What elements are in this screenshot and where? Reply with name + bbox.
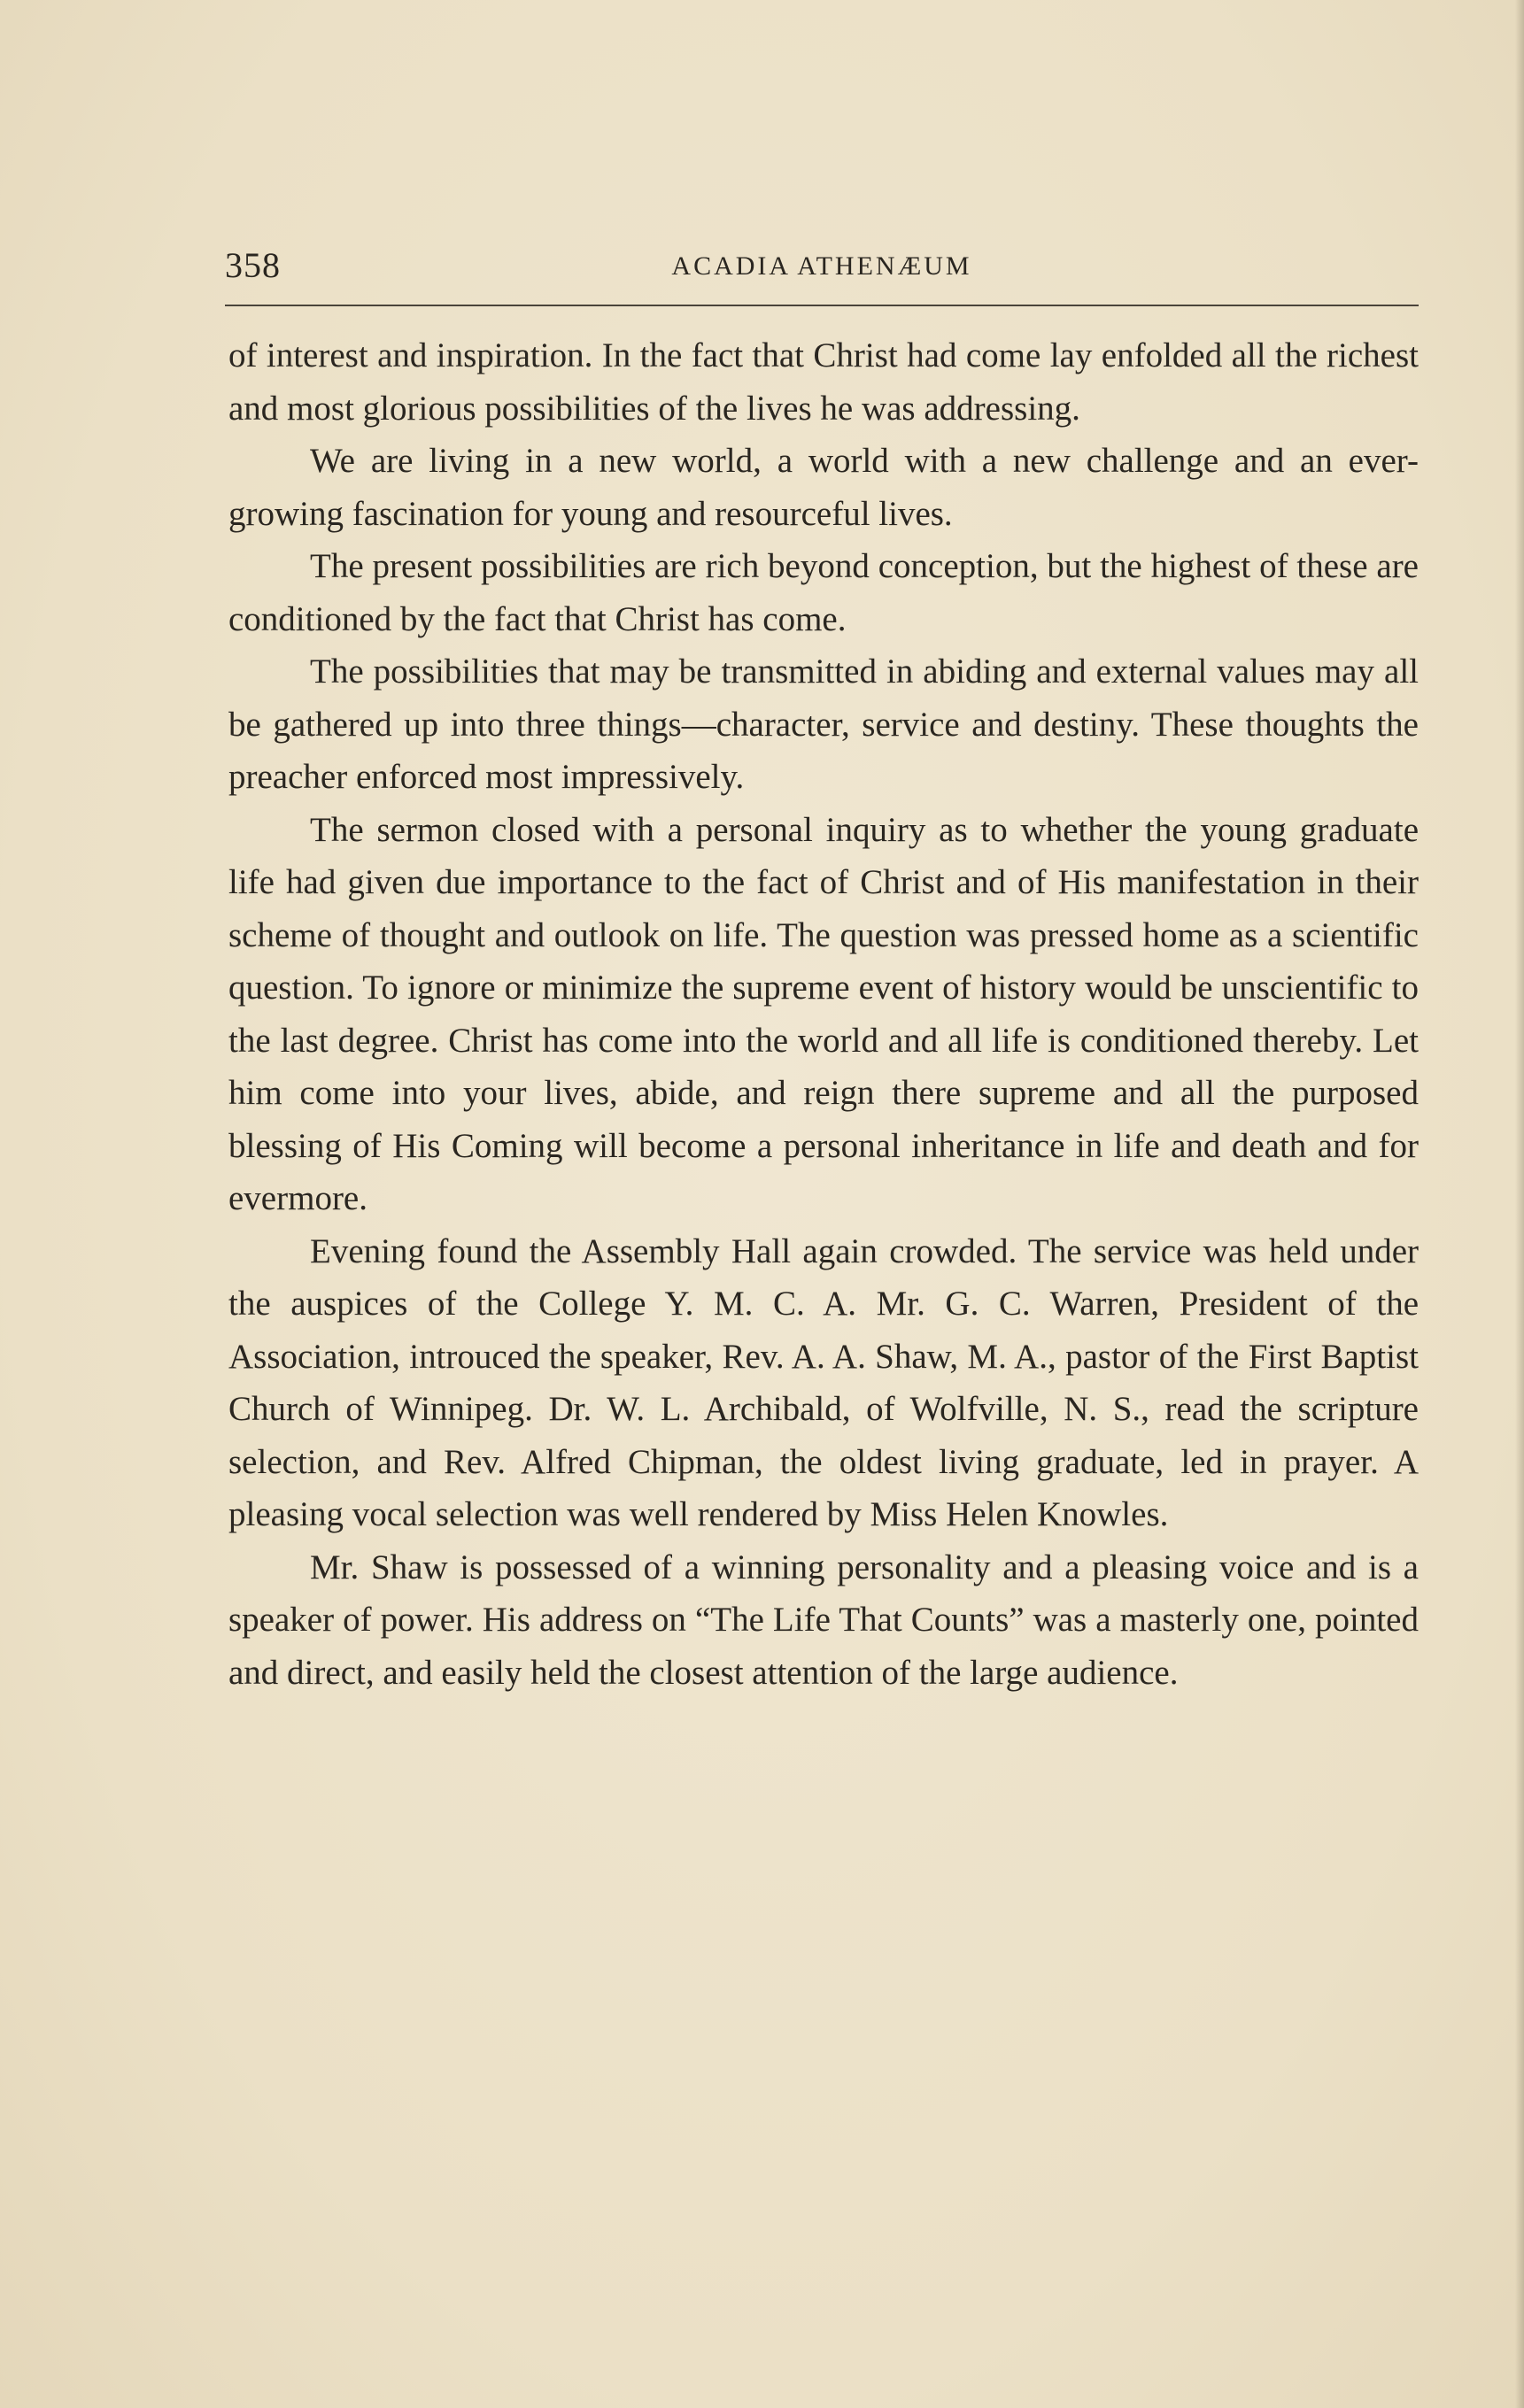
- paragraph: Evening found the Assembly Hall again crowded. The service was held under the auspices of the College Y. M. C. A. Mr. G. C. Warren, President of the Association, introuced the speaker, Rev. A. A. Shaw, M. A., pastor of the First Baptist Church of Winnipeg. Dr. W. L. Archibald, of Wolfville, N. S., read the scripture selection, and Rev. Alfred Chipman, the oldest living graduate, led in prayer. A pleasing vocal selection was well rendered by Miss Helen Knowles.: [228, 1231, 1419, 1533]
- header-rule: [225, 305, 1419, 306]
- page-edge-shadow: [1515, 0, 1524, 2408]
- paragraph: The possibilities that may be transmitted in abiding and external values may all be gathered up into three things—character, service and destiny. These thoughts the preacher enforced most impressively.: [228, 652, 1419, 796]
- paragraph: Mr. Shaw is possessed of a winning personality and a pleasing voice and is a speaker of power. His address on “The Life That Counts” was a masterly one, pointed and direct, and easily held the closest attention of the large audience.: [228, 1547, 1419, 1692]
- paragraph: We are living in a new world, a world with a new challenge and an ever-growing fascination for young and resourceful lives.: [228, 442, 1419, 533]
- journal-title: ACADIA ATHENÆUM: [671, 251, 972, 281]
- article-text: [228, 329, 1419, 1699]
- page-number: 358: [225, 245, 281, 285]
- paragraph-continued: of interest and inspiration. In the fact that Christ had come lay enfolded all the richest and most glorious possibilities of the lives he was addressing.: [228, 336, 1419, 428]
- paragraph: The sermon closed with a personal inquiry as to whether the young graduate life had given due importance to the fact of Christ and of His manifestation in their scheme of thought and outlook on life. The question was pressed home as a scientific question. To ignore or minimize the supreme event of history would be unscientific to the last degree. Christ has come into the world and all life is conditioned thereby. Let him come into your lives, abide, and reign there supreme and all the purposed blessing of His Coming will become a personal inheritance in life and death and for evermore.: [228, 810, 1419, 1217]
- paragraph: The present possibilities are rich beyond conception, but the highest of these are conditioned by the fact that Christ has come.: [228, 547, 1419, 638]
- running-head: [225, 241, 1419, 297]
